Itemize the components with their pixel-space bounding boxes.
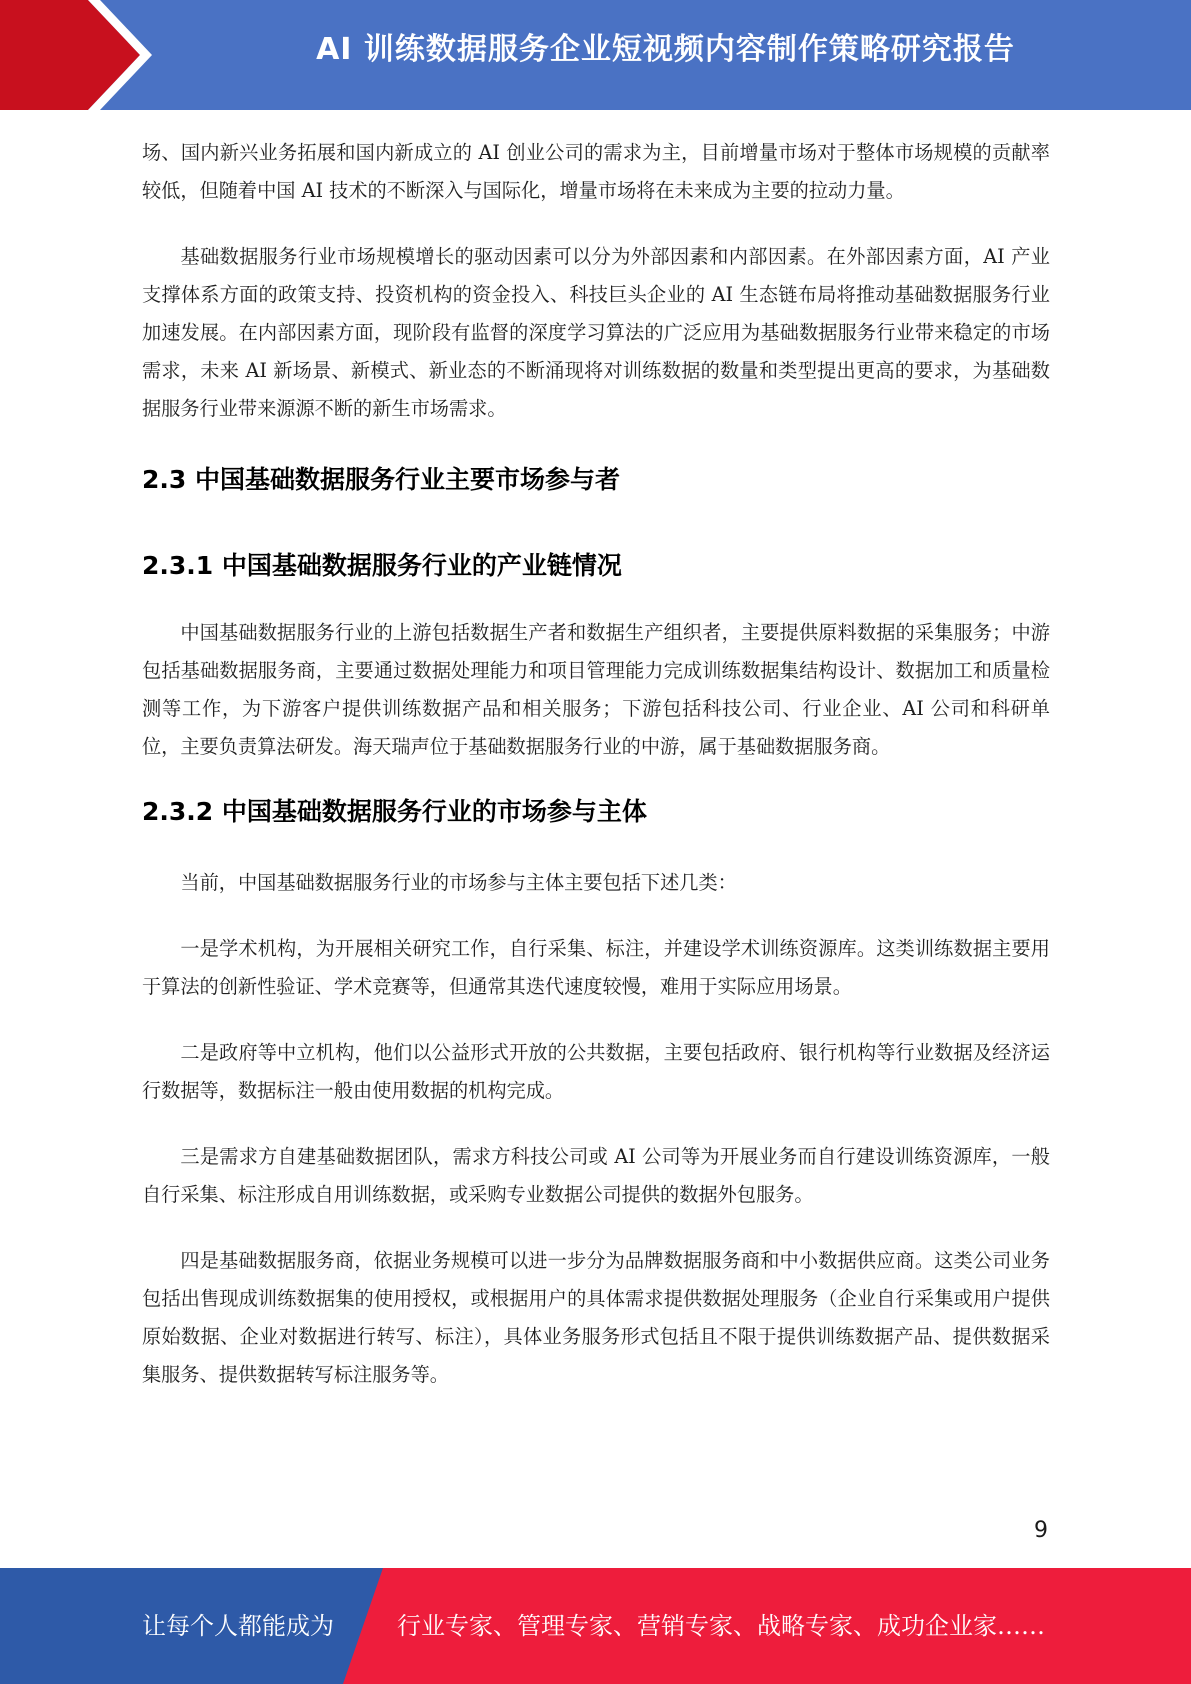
paragraph-continued: 场、国内新兴业务拓展和国内新成立的 AI 创业公司的需求为主，目前增量市场对于整体市场规模的贡献率较低，但随着中国 AI 技术的不断深入与国际化，增量市场将在未来成为主要的拉动力量。 — [142, 141, 1050, 202]
page-number: 9 — [1034, 1518, 1048, 1543]
paragraph-neutral-institutions: 二是政府等中立机构，他们以公益形式开放的公共数据，主要包括政府、银行机构等行业数据及经济运行数据等，数据标注一般由使用数据的机构完成。 — [142, 1041, 1050, 1102]
section-heading-2-3: 2.3 中国基础数据服务行业主要市场参与者 — [142, 465, 620, 494]
header-arrow-decoration — [0, 0, 170, 110]
footer-slogan-right: 行业专家、管理专家、营销专家、战略专家、成功企业家…… — [397, 1612, 1045, 1640]
page-header-banner — [0, 0, 1191, 110]
page-content — [142, 134, 1050, 1394]
paragraph-academic-institutions: 一是学术机构，为开展相关研究工作，自行采集、标注，并建设学术训练资源库。这类训练数据主要用于算法的创新性验证、学术竞赛等，但通常其迭代速度较慢，难用于实际应用场景。 — [142, 937, 1050, 998]
section-heading-2-3-2: 2.3.2 中国基础数据服务行业的市场参与主体 — [142, 797, 647, 826]
paragraph-market-drivers: 基础数据服务行业市场规模增长的驱动因素可以分为外部因素和内部因素。在外部因素方面，AI 产业支撑体系方面的政策支持、投资机构的资金投入、科技巨头企业的 AI 生态链布局将推动基础数据服务行业加速发展。在内部因素方面，现阶段有监督的深度学习算法的广泛应用为基础数据服务行业带来稳定的市场需求，未来 AI 新场景、新模式、新业态的不断涌现将对训练数据的数量和类型提出更高的要求，为基础数据服务行业带来源源不断的新生市场需求。 — [142, 245, 1050, 420]
page-footer-banner — [0, 1568, 1191, 1684]
report-title: AI 训练数据服务企业短视频内容制作策略研究报告 — [316, 32, 1015, 67]
paragraph-data-service-providers: 四是基础数据服务商，依据业务规模可以进一步分为品牌数据服务商和中小数据供应商。这类公司业务包括出售现成训练数据集的使用授权，或根据用户的具体需求提供数据处理服务（企业自行采集或用户提供原始数据、企业对数据进行转写、标注），具体业务服务形式包括且不限于提供训练数据产品、提供数据采集服务、提供数据转写标注服务等。 — [142, 1249, 1050, 1386]
section-heading-2-3-1: 2.3.1 中国基础数据服务行业的产业链情况 — [142, 551, 622, 580]
footer-slogan-left: 让每个人都能成为 — [142, 1612, 334, 1640]
paragraph-industry-chain: 中国基础数据服务行业的上游包括数据生产者和数据生产组织者，主要提供原料数据的采集服务；中游包括基础数据服务商，主要通过数据处理能力和项目管理能力完成训练数据集结构设计、数据加工和质量检测等工作，为下游客户提供训练数据产品和相关服务；下游包括科技公司、行业企业、AI 公司和科研单位，主要负责算法研发。海天瑞声位于基础数据服务行业的中游，属于基础数据服务商。 — [142, 621, 1050, 758]
paragraph-participants-intro: 当前，中国基础数据服务行业的市场参与主体主要包括下述几类： — [180, 871, 737, 894]
paragraph-demand-side-teams: 三是需求方自建基础数据团队，需求方科技公司或 AI 公司等为开展业务而自行建设训练资源库，一般自行采集、标注形成自用训练数据，或采购专业数据公司提供的数据外包服务。 — [142, 1145, 1050, 1206]
